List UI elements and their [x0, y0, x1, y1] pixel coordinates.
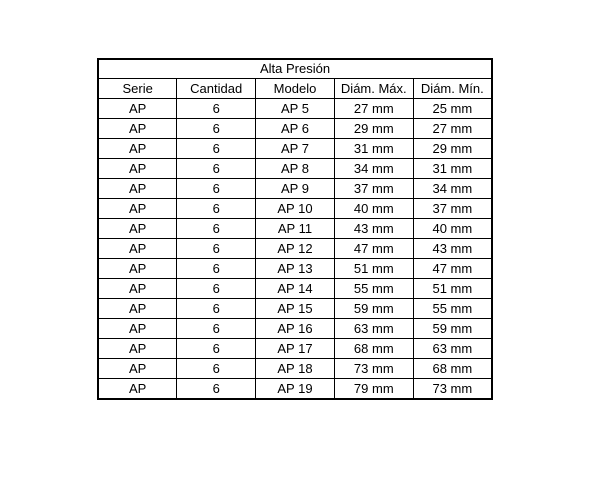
table-cell: 31 mm: [413, 159, 492, 179]
table-title-row: [98, 59, 492, 79]
table-cell: 40 mm: [334, 199, 413, 219]
table-row: [98, 299, 492, 319]
table-cell: AP: [98, 159, 177, 179]
table-cell: 6: [177, 179, 256, 199]
table-cell: 31 mm: [334, 139, 413, 159]
table-cell: AP 8: [256, 159, 335, 179]
table-row: [98, 99, 492, 119]
table-cell: AP 5: [256, 99, 335, 119]
table-body: [98, 99, 492, 400]
table-row: [98, 119, 492, 139]
table-cell: AP: [98, 299, 177, 319]
table-cell: 6: [177, 279, 256, 299]
table-cell: AP 19: [256, 379, 335, 400]
table-cell: AP: [98, 339, 177, 359]
table-cell: AP 10: [256, 199, 335, 219]
table-cell: 43 mm: [413, 239, 492, 259]
table-cell: 29 mm: [413, 139, 492, 159]
table-cell: 37 mm: [413, 199, 492, 219]
table-cell: AP 11: [256, 219, 335, 239]
table-cell: 63 mm: [413, 339, 492, 359]
table-cell: 6: [177, 339, 256, 359]
table-cell: 6: [177, 159, 256, 179]
table-cell: 6: [177, 379, 256, 400]
table-cell: AP: [98, 179, 177, 199]
table-cell: 6: [177, 199, 256, 219]
table-cell: 6: [177, 359, 256, 379]
table-cell: AP: [98, 119, 177, 139]
table-cell: 34 mm: [334, 159, 413, 179]
table-cell: 6: [177, 319, 256, 339]
table-cell: 6: [177, 219, 256, 239]
table-cell: AP: [98, 139, 177, 159]
table-cell: 68 mm: [413, 359, 492, 379]
table-title: Alta Presión: [98, 59, 492, 79]
column-header-modelo: Modelo: [256, 79, 335, 99]
table-cell: AP 9: [256, 179, 335, 199]
table-cell: 59 mm: [334, 299, 413, 319]
table-cell: AP 16: [256, 319, 335, 339]
table-row: [98, 339, 492, 359]
table-cell: AP 6: [256, 119, 335, 139]
table-row: [98, 179, 492, 199]
table-row: [98, 199, 492, 219]
table-row: [98, 319, 492, 339]
table-cell: 34 mm: [413, 179, 492, 199]
column-header-diam-min: Diám. Mín.: [413, 79, 492, 99]
table-cell: AP 12: [256, 239, 335, 259]
column-header-diam-max: Diám. Máx.: [334, 79, 413, 99]
table-cell: 73 mm: [334, 359, 413, 379]
table-cell: 47 mm: [413, 259, 492, 279]
table-row: [98, 159, 492, 179]
table-cell: 29 mm: [334, 119, 413, 139]
column-header-cantidad: Cantidad: [177, 79, 256, 99]
table-cell: 27 mm: [413, 119, 492, 139]
table-cell: AP: [98, 319, 177, 339]
table-cell: AP 13: [256, 259, 335, 279]
table-cell: AP: [98, 239, 177, 259]
table-cell: 6: [177, 259, 256, 279]
column-header-serie: Serie: [98, 79, 177, 99]
table-cell: AP: [98, 219, 177, 239]
table-cell: 51 mm: [413, 279, 492, 299]
table-cell: AP: [98, 379, 177, 400]
table-cell: 51 mm: [334, 259, 413, 279]
table-cell: AP: [98, 259, 177, 279]
table-cell: 6: [177, 119, 256, 139]
table-cell: 47 mm: [334, 239, 413, 259]
table-cell: 25 mm: [413, 99, 492, 119]
table-cell: 27 mm: [334, 99, 413, 119]
table-cell: 55 mm: [334, 279, 413, 299]
table-cell: 68 mm: [334, 339, 413, 359]
table-cell: 59 mm: [413, 319, 492, 339]
table-cell: 40 mm: [413, 219, 492, 239]
table-cell: AP: [98, 279, 177, 299]
table-cell: 6: [177, 99, 256, 119]
table-row: [98, 379, 492, 400]
table-cell: AP: [98, 359, 177, 379]
table-cell: 6: [177, 239, 256, 259]
table-cell: AP 14: [256, 279, 335, 299]
table-cell: 43 mm: [334, 219, 413, 239]
table-row: [98, 279, 492, 299]
table-cell: 79 mm: [334, 379, 413, 400]
table-cell: 73 mm: [413, 379, 492, 400]
table-cell: 63 mm: [334, 319, 413, 339]
table-cell: AP 15: [256, 299, 335, 319]
table-cell: AP: [98, 99, 177, 119]
table-row: [98, 259, 492, 279]
table-row: [98, 139, 492, 159]
table-cell: 37 mm: [334, 179, 413, 199]
table-row: [98, 359, 492, 379]
table-cell: AP 17: [256, 339, 335, 359]
table-cell: AP: [98, 199, 177, 219]
table-cell: AP 7: [256, 139, 335, 159]
table-cell: 55 mm: [413, 299, 492, 319]
table-cell: AP 18: [256, 359, 335, 379]
table-header-row: [98, 79, 492, 99]
alta-presion-table: [97, 58, 493, 400]
table-row: [98, 239, 492, 259]
table-cell: 6: [177, 139, 256, 159]
table-cell: 6: [177, 299, 256, 319]
table-row: [98, 219, 492, 239]
